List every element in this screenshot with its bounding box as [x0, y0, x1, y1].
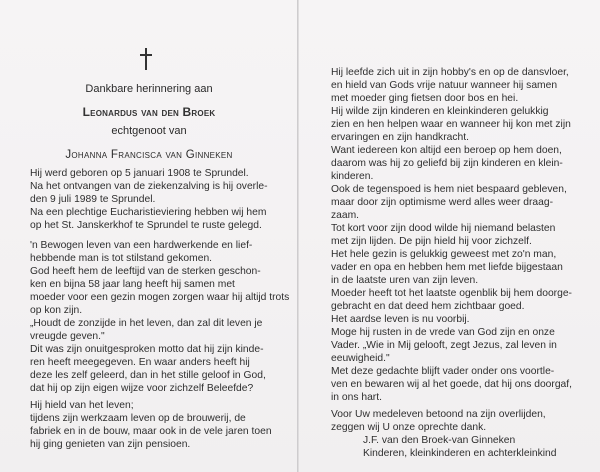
- bio-line: Na het ontvangen van de ziekenzalving is hij overle-: [30, 181, 268, 192]
- text-line: in ons hart.: [331, 392, 382, 403]
- text-line: hij ging genieten van zijn pensioen.: [30, 439, 191, 450]
- thanks-text: [331, 408, 546, 434]
- bio-line: Na een plechtige Eucharistieviering hebben wij hem: [30, 207, 267, 218]
- text-line: hebbende man is tot stilstand gekomen.: [30, 253, 213, 264]
- text-line: Het aardse leven is nu voorbij.: [331, 314, 470, 325]
- text-line: Want iedereen kon altijd een beroep op hem doen,: [331, 145, 562, 156]
- text-line: Vader. „Wie in Mij gelooft, zegt Jezus, zal leven in: [331, 340, 557, 351]
- spouse-name: Johanna Francisca van Ginneken: [65, 149, 233, 161]
- text-line: vreugde geven.": [30, 331, 105, 342]
- signature-block: [363, 434, 556, 460]
- intro-text: Dankbare herinnering aan: [85, 83, 213, 95]
- text-line: op kon zijn.: [30, 305, 83, 316]
- text-line: Met deze gedachte blijft vader onder ons voortle-: [331, 366, 555, 377]
- bio-line: op het St. Janskerkhof te Sprundel te ruste gelegd.: [30, 220, 262, 231]
- text-line: Moeder heeft tot het laatste ogenblik bij hem doorge-: [331, 288, 572, 299]
- left-body-text: [30, 239, 289, 451]
- text-line: ven en bewaren wij al het goede, dat hij ons doorgaf,: [331, 379, 572, 390]
- text-line: maar door zijn optimisme werd alles weer draag-: [331, 197, 554, 208]
- text-line: Hij hield van het leven;: [30, 400, 134, 411]
- text-line: Hij leefde zich uit in zijn hobby's en op de dansvloer,: [331, 67, 569, 78]
- deceased-name: Leonardus van den Broek: [82, 105, 216, 119]
- text-line: tijdens zijn werkzaam leven op de brouwerij, de: [30, 413, 246, 424]
- text-line: en hield van Gods vrije natuur wanneer hij samen: [331, 80, 558, 91]
- bio-line: den 9 juli 1989 te Sprundel.: [30, 194, 156, 205]
- text-line: fabriek en in de bouw, maar ook in de vele jaren toen: [30, 426, 272, 437]
- text-line: dat hij op zijn eigen wijze voor zichzelf Beleefde?: [30, 383, 254, 394]
- left-page: [0, 0, 298, 472]
- text-line: zien en hen helpen waar en wanneer hij kon met zijn: [331, 119, 571, 130]
- text-line: eeuwigheid.": [331, 353, 390, 364]
- text-line: God heeft hem de leeftijd van de sterken geschon-: [30, 266, 261, 277]
- signature-line: Kinderen, kleinkinderen en achterkleinkind: [363, 448, 557, 459]
- text-line: gebracht en dat deed hem zichtbaar goed.: [331, 301, 525, 312]
- text-line: met zijn lijden. De pijn hield hij voor zichzelf.: [331, 236, 532, 247]
- text-line: zaam.: [331, 210, 360, 221]
- text-line: Moge hij rusten in de vrede van God zijn en onze: [331, 327, 555, 338]
- thanks-line: Voor Uw medeleven betoond na zijn overlijden,: [331, 409, 546, 420]
- text-line: deze les zelf geleerd, dan in het stille geloof in God,: [30, 370, 266, 381]
- right-page: [299, 0, 600, 472]
- text-line: daarom was hij zo geliefd bij zijn kinderen en klein-: [331, 158, 563, 169]
- text-line: Ook de tegenspoed is hem niet bespaard gebleven,: [331, 184, 567, 195]
- thanks-line: zeggen wij U onze oprechte dank.: [331, 422, 487, 433]
- text-line: vader en opa en hebben hem met liefde bijgestaan: [331, 262, 563, 273]
- text-line: ervaringen en zijn handkracht.: [331, 132, 469, 143]
- signature-line: J.F. van den Broek-van Ginneken: [363, 435, 516, 446]
- text-line: Hij wilde zijn kinderen en kleinkinderen gelukkig: [331, 106, 549, 117]
- text-line: moeder voor een gezin mogen zorgen waar hij altijd trots: [30, 292, 290, 303]
- text-line: Tot kort voor zijn dood wilde hij niemand belasten: [331, 223, 556, 234]
- spouse-label: echtgenoot van: [111, 125, 187, 137]
- text-line: „Houdt de zonzijde in het leven, dan zal dit leven je: [30, 318, 263, 329]
- text-line: 'n Bewogen leven van een hardwerkende en lief-: [30, 240, 253, 251]
- text-line: in de laatste uren van zijn leven.: [331, 275, 479, 286]
- biography-block: [30, 167, 268, 232]
- right-body-text: [331, 66, 572, 404]
- text-line: ken en bijna 58 jaar lang heeft hij samen met: [30, 279, 235, 290]
- text-line: Dit was zijn onuitgesproken motto dat hij zijn kinde-: [30, 344, 264, 355]
- text-line: ren heeft meegegeven. En waar anders heeft hij: [30, 357, 250, 368]
- text-line: met moeder ging fietsen door bos en hei.: [331, 93, 519, 104]
- cross-icon: [138, 48, 154, 70]
- text-line: kinderen.: [331, 171, 374, 182]
- bio-line: Hij werd geboren op 5 januari 1908 te Sprundel.: [30, 168, 249, 179]
- text-line: Het hele gezin is gelukkig geweest met zo'n man,: [331, 249, 557, 260]
